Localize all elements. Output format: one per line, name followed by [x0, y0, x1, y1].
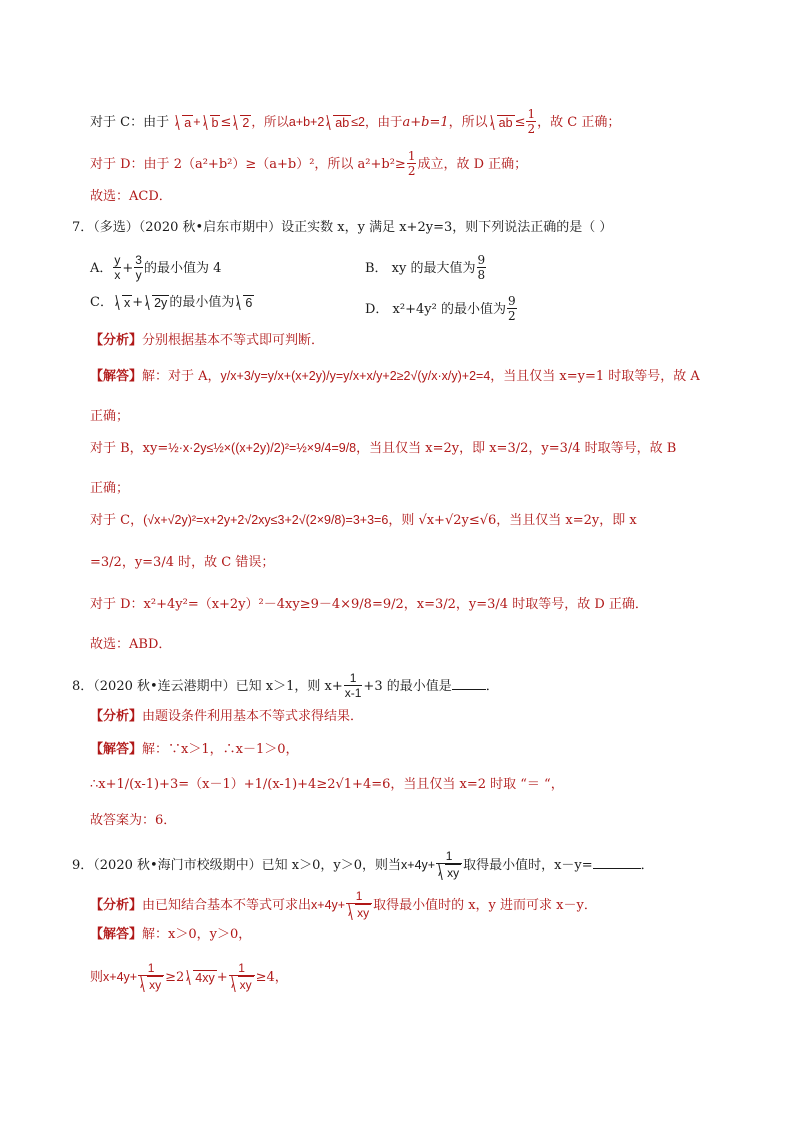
- q7-solution-a-cont: 正确；: [90, 409, 130, 424]
- solution-tag: 【解答】: [90, 927, 143, 942]
- q6c-half-fraction: $\frac{1}{2}$: [527, 107, 536, 136]
- solution-tag: 【解答】: [90, 369, 143, 384]
- q7-solution-b-cont: 正确；: [90, 481, 130, 496]
- q8-solution-1: 【解答】解：∵x＞1，∴x－1＞0，: [90, 742, 299, 757]
- q6c-sqrt-a: a: [184, 116, 192, 131]
- q6c-head: 对于 C：由于: [90, 115, 170, 130]
- q7-option-d: D． x²+4y² 的最小值为 $\frac{9}{2}$: [365, 294, 516, 323]
- q9-answer-blank: [593, 868, 641, 869]
- solution-tag: 【解答】: [90, 742, 143, 757]
- q9-solution-2: 则x+4y+ $\frac{1}{xy}$ ≥2 4xy + $\frac{1}{xy}$ ≥4，: [90, 961, 288, 992]
- analysis-tag: 【分析】: [90, 898, 143, 913]
- q6-option-c-line: 对于 C：由于 a + b ≤ 2 ，所以a+b+2 ab ≤2，由于a+b=1，所以 ab ≤ $\frac{1}{2}$ ，故 C 正确；: [90, 107, 621, 136]
- q7-solution-a: 【解答】解：对于 A，y/x+3/y=y/x+(x+2y)/y=y/x+x/y+2≥2√(y/x·x/y)+2=4，当且仅当 x=y=1 时取等号，故 A: [90, 369, 700, 384]
- q6c-cond: a+b=1: [402, 115, 449, 130]
- q8-analysis: 【分析】由题设条件利用基本不等式求得结果．: [90, 709, 364, 724]
- analysis-tag: 【分析】: [90, 333, 143, 348]
- q6-answer: 故选：ACD．: [90, 189, 172, 204]
- q6c-sqrt-b: b: [211, 116, 219, 131]
- q7-stem: 7．（多选）（2020 秋•启东市期中）设正实数 x，y 满足 x+2y=3，则下列说法正确的是（ ）: [72, 220, 613, 235]
- q8-stem: 8．（2020 秋•连云港期中）已知 x＞1，则 x+ $\frac{1}{x-1}$ +3 的最小值是 ．: [72, 671, 499, 700]
- q7-option-b: B． xy 的最大值为 $\frac{9}{8}$: [365, 253, 486, 282]
- q7-solution-d: 对于 D：x²+4y²=（x+2y）²－4xy≥9－4×9/8=9/2，x=3/2，y=3/4 时取等号，故 D 正确．: [90, 597, 648, 612]
- analysis-tag: 【分析】: [90, 709, 143, 724]
- q6d-fraction: $\frac{1}{2}$: [407, 149, 416, 178]
- q7-option-a: A． $\frac{y}{x}$ + $\frac{3}{y}$ 的最小值为 4: [90, 253, 222, 282]
- q8-answer-blank: [452, 689, 486, 690]
- q7-option-c: C． x + 2y 的最小值为 6: [90, 294, 253, 310]
- q7-solution-c-cont: =3/2，y=3/4 时，故 C 错误；: [90, 555, 275, 570]
- q7-answer: 故选：ABD．: [90, 637, 172, 652]
- q8-solution-2: ∴x+1/(x-1)+3=（x－1）+1/(x-1)+4≥2√1+4=6，当且仅当 x=2 时取 “＝ “，: [90, 777, 564, 792]
- q7-solution-c: 对于 C，(√x+√2y)²=x+2y+2√2xy≤3+2√(2×9/8)=3+3=6，则 √x+√2y≤√6，当且仅当 x=2y，即 x: [90, 513, 637, 528]
- q7-solution-b: 对于 B，xy=½·x·2y≤½×((x+2y)/2)²=½×9/4=9/8，当且仅当 x=2y，即 x=3/2，y=3/4 时取等号，故 B: [90, 441, 677, 456]
- q6c-sqrt-2: 2: [242, 116, 250, 131]
- q7-analysis: 【分析】分别根据基本不等式即可判断．: [90, 333, 325, 348]
- q9-solution-1: 【解答】解：x＞0，y＞0，: [90, 927, 252, 942]
- q9-analysis: 【分析】由已知结合基本不等式可求出x+4y+ $\frac{1}{xy}$ 取得最小值时的 x，y 进而可求 x－y．: [90, 889, 597, 920]
- q8-answer: 故答案为：6．: [90, 813, 177, 828]
- q9-stem: 9．（2020 秋•海门市校级期中）已知 x＞0，y＞0，则当x+4y+ $\frac{1}{xy}$ 取得最小值时，x－y= ．: [72, 849, 654, 880]
- q6-option-d-line: 对于 D：由于 2（a²+b²）≥（a+b）²，所以 a²+b²≥ $\frac{1}{2}$ 成立，故 D 正确；: [90, 149, 528, 178]
